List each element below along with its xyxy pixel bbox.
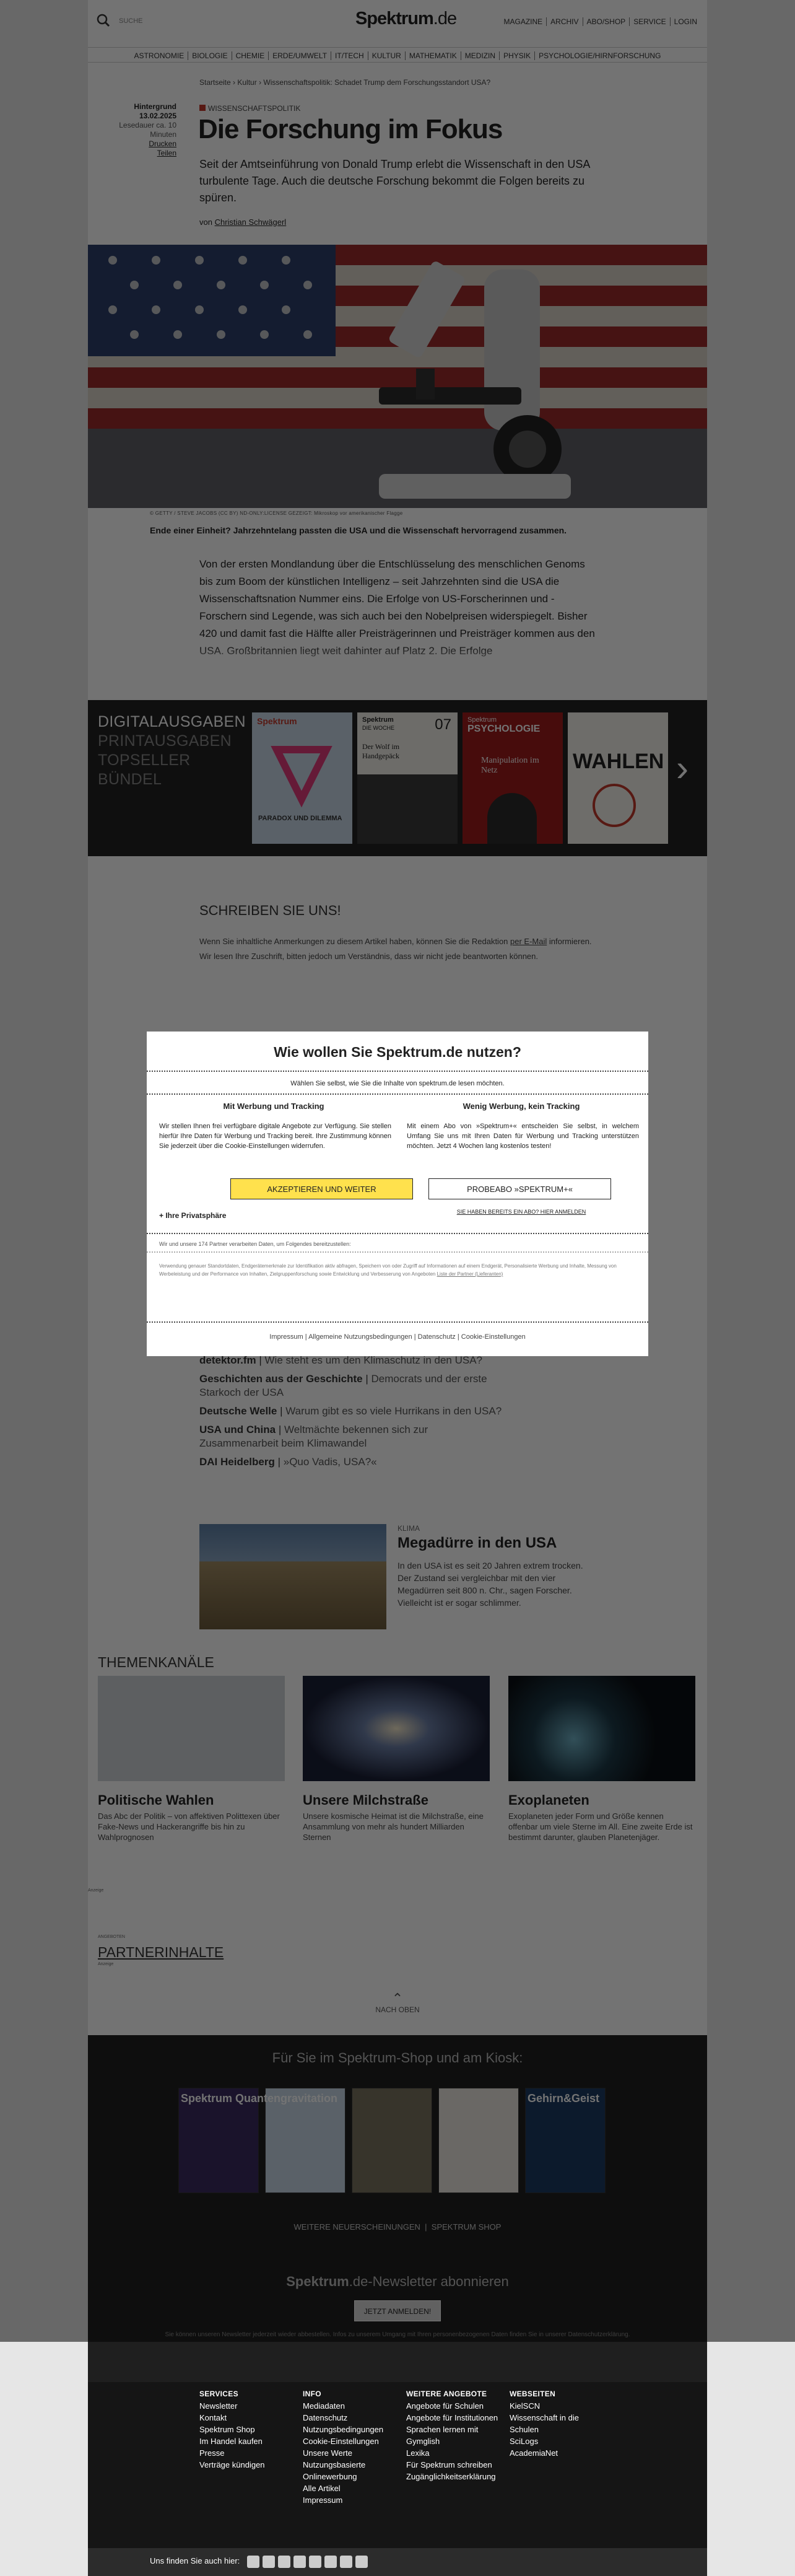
flipboard-icon[interactable] xyxy=(309,2556,321,2568)
consent-link-1[interactable]: Allgemeine Nutzungsbedingungen xyxy=(308,1333,412,1341)
consent-footer-links: Impressum | Allgemeine Nutzungsbedingungen | Datenschutz | Cookie-Einstellungen xyxy=(269,1333,526,1341)
consent-link-3[interactable]: Cookie-Einstellungen xyxy=(461,1333,526,1341)
twitter-icon[interactable] xyxy=(263,2556,275,2568)
partner-list-link[interactable]: Liste der Partner (Lieferanten) xyxy=(437,1271,503,1277)
footer-link[interactable]: Cookie-Einstellungen xyxy=(303,2437,379,2446)
partner-info: Wir und unsere 174 Partner verarbeiten Daten, um Folgendes bereitzustellen: xyxy=(159,1241,351,1247)
footer-link[interactable]: SciLogs xyxy=(510,2437,539,2446)
consent-subtitle: Wählen Sie selbst, wie Sie die Inhalte von spektrum.de lesen möchten. xyxy=(290,1080,505,1087)
purposes-text: Verwendung genauer Standortdaten, Endgerätemerkmale zur Identifikation aktiv abfragen, Speichern von oder Zugriff auf Informationen auf einem Endgerät, Personalisierte Werbung und Inhalte, Messung von Werbeleistung und der Performance von Inhalten, Zielgruppenforschung sowie Entwicklung und Verbesserung von Angeboten Liste der Partner (Lieferanten) xyxy=(159,1263,617,1277)
facebook-icon[interactable] xyxy=(247,2556,259,2568)
footer-link[interactable]: KielSCN xyxy=(510,2401,541,2411)
footer-link[interactable]: Nutzungsbasierte Onlinewerbung xyxy=(303,2460,366,2481)
footer-link[interactable]: AcademiaNet xyxy=(510,2448,558,2458)
footer-link[interactable]: Unsere Werte xyxy=(303,2448,352,2458)
footer-link[interactable]: Spektrum Shop xyxy=(199,2425,255,2434)
footer-col-2: WEITERE ANGEBOTE Angebote für Schulen Angebote für Institutionen Sprachen lernen mit Gymglish Lexika Für Spektrum schreiben Zugänglichkeitserklärung xyxy=(406,2388,505,2482)
footer-link[interactable]: Sprachen lernen mit Gymglish xyxy=(406,2425,479,2446)
footer-link[interactable]: Kontakt xyxy=(199,2413,227,2422)
footer-link[interactable]: Angebote für Schulen xyxy=(406,2401,484,2411)
apple-icon[interactable] xyxy=(340,2556,352,2568)
consent-title: Wie wollen Sie Spektrum.de nutzen? xyxy=(274,1044,521,1060)
consent-dialog xyxy=(147,1032,648,1356)
consent-link-2[interactable]: Datenschutz xyxy=(417,1333,456,1341)
footer-link[interactable]: Impressum xyxy=(303,2495,343,2505)
cloud-icon[interactable] xyxy=(355,2556,368,2568)
footer-link[interactable]: Lexika xyxy=(406,2448,430,2458)
footer-link[interactable]: Presse xyxy=(199,2448,225,2458)
footer xyxy=(88,2382,707,2576)
footer-col-1: INFO Mediadaten Datenschutz Nutzungsbedingungen Cookie-Einstellungen Unsere Werte Nutzungsbasierte Onlinewerbung Alle Artikel Impressum xyxy=(303,2388,402,2506)
footer-link[interactable]: Im Handel kaufen xyxy=(199,2437,263,2446)
footer-link[interactable]: Alle Artikel xyxy=(303,2484,341,2493)
footer-link[interactable]: Newsletter xyxy=(199,2401,238,2411)
social-bar: Uns finden Sie auch hier: xyxy=(88,2548,707,2576)
subscriber-login-link[interactable]: SIE HABEN BEREITS EIN ABO? HIER ANMELDEN xyxy=(456,1209,586,1215)
accept-button[interactable]: AKZEPTIEREN UND WEITER xyxy=(230,1178,413,1199)
option-abo-heading: Wenig Werbung, kein Tracking xyxy=(463,1102,580,1111)
footer-link[interactable]: Wissenschaft in die Schulen xyxy=(510,2413,579,2434)
option-ads-heading: Mit Werbung und Tracking xyxy=(223,1102,324,1111)
option-ads-text: Wir stellen Ihnen frei verfügbare digitale Angebote zur Verfügung. Sie stellen hierfür Ihre Daten für Werbung und Tracking bereit. Ihre Zustimmung können Sie jederzeit über die Cookie-Einstellungen widerrufen. xyxy=(159,1123,391,1150)
privacy-toggle[interactable]: + Ihre Privatsphäre xyxy=(159,1211,227,1220)
footer-col-0: SERVICES Newsletter Kontakt Spektrum Shop Im Handel kaufen Presse Verträge kündigen xyxy=(199,2388,298,2471)
footer-link[interactable]: Zugänglichkeitserklärung xyxy=(406,2472,496,2481)
footer-col-3: WEBSEITEN KielSCN Wissenschaft in die Schulen SciLogs AcademiaNet xyxy=(510,2388,609,2459)
footer-link[interactable]: Datenschutz xyxy=(303,2413,348,2422)
trial-subscription-button[interactable]: PROBEABO »SPEKTRUM+« xyxy=(428,1178,611,1199)
footer-link[interactable]: Für Spektrum schreiben xyxy=(406,2460,492,2469)
footer-link[interactable]: Verträge kündigen xyxy=(199,2460,265,2469)
consent-link-0[interactable]: Impressum xyxy=(269,1333,303,1341)
option-abo-text: Mit einem Abo von »Spektrum+« entscheiden Sie selbst, in welchem Umfang Sie uns mit Ihren Daten für Werbung und Tracking unterstützen möchten. Jetzt 4 Wochen lang kostenlos testen! xyxy=(407,1123,639,1150)
youtube-icon[interactable] xyxy=(293,2556,306,2568)
footer-link[interactable]: Mediadaten xyxy=(303,2401,345,2411)
rss-icon[interactable] xyxy=(324,2556,337,2568)
footer-link[interactable]: Angebote für Institutionen xyxy=(406,2413,498,2422)
instagram-icon[interactable] xyxy=(278,2556,290,2568)
footer-link[interactable]: Nutzungsbedingungen xyxy=(303,2425,384,2434)
